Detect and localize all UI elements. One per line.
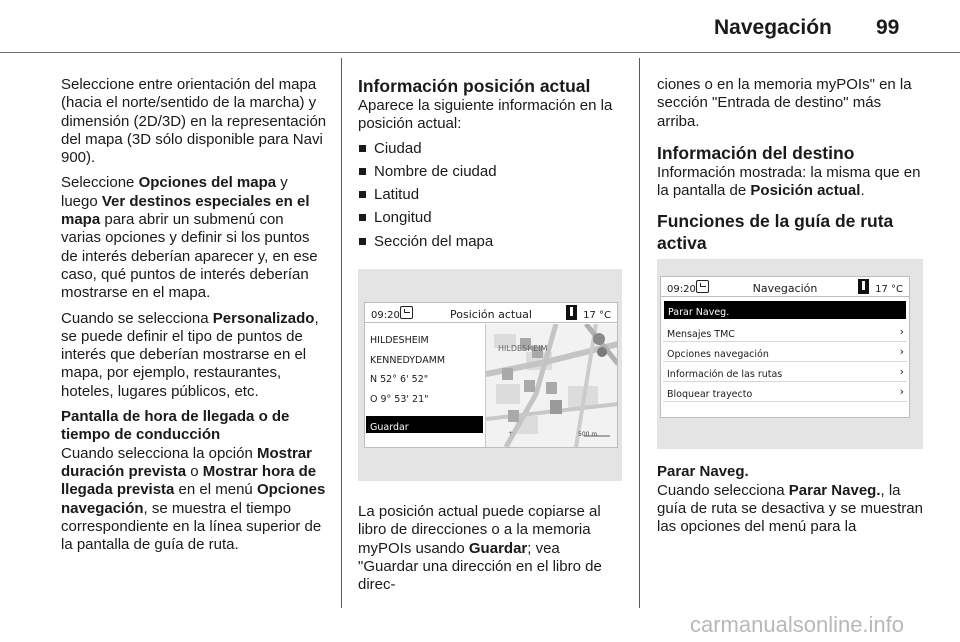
status-bar bbox=[661, 277, 909, 297]
paragraph-continuation: ciones o en la memoria myPOIs" en la sección "Entrada de destino" más arriba. bbox=[657, 76, 912, 130]
thermometer-icon bbox=[566, 305, 577, 320]
term-guardar: Guardar bbox=[468, 539, 528, 557]
chevron-right-icon: › bbox=[899, 365, 904, 379]
paragraph-position-intro: Aparece la siguiente información en la posición actual: bbox=[358, 97, 613, 133]
temperature: 17 °C bbox=[583, 310, 611, 322]
paragraph-save-position: La posición actual puede copiarse al libro de direcciones o a la memoria myPOIs usando Guardar; vea "Guardar una dirección en el libro de direc- bbox=[358, 503, 602, 594]
city-line: HILDESHEIM bbox=[370, 335, 429, 347]
section-title: Navegación bbox=[714, 16, 832, 39]
chevron-right-icon: › bbox=[899, 345, 904, 359]
navigation-menu-screenshot bbox=[657, 259, 923, 449]
temperature: 17 °C bbox=[875, 284, 903, 296]
watermark: carmanualsonline.info bbox=[690, 612, 905, 637]
column-2 bbox=[358, 76, 624, 602]
navigation-menu bbox=[661, 301, 909, 402]
map-section[interactable] bbox=[485, 324, 617, 447]
paragraph-personalizado: Cuando se selecciona Personalizado, se puede definir el tipo de puntos de interés que deberían mostrarse en el mapa, por ejemplo, restaurantes, hoteles, lugares públicos, etc. bbox=[61, 309, 319, 400]
map-scale: 500 m bbox=[578, 431, 598, 439]
menu-item-mensajes-tmc[interactable]: Mensajes TMC › bbox=[663, 322, 907, 342]
heading-current-position: Información posición actual bbox=[358, 76, 591, 96]
term-personalizado: Personalizado bbox=[212, 309, 315, 327]
term-parar-naveg: Parar Naveg. bbox=[788, 481, 881, 499]
clock-time: 09:20 bbox=[667, 284, 696, 296]
column-divider-2 bbox=[639, 58, 640, 608]
column-1 bbox=[61, 76, 327, 561]
position-details bbox=[370, 331, 445, 409]
map-city-label: HILDESHEIM bbox=[498, 344, 548, 354]
list-item: Latitud bbox=[358, 186, 624, 204]
screen-title: Navegación bbox=[752, 282, 818, 296]
menu-item-opciones-navegacion[interactable]: Opciones navegación › bbox=[663, 342, 907, 362]
position-info-list bbox=[358, 140, 624, 251]
menu-item-bloquear-trayecto[interactable]: Bloquear trayecto › bbox=[663, 382, 907, 402]
thermometer-icon bbox=[858, 279, 869, 294]
page-number: 99 bbox=[876, 16, 900, 39]
header-rule bbox=[0, 52, 960, 53]
page-header bbox=[0, 0, 960, 50]
term-posicion-actual: Posición actual bbox=[750, 182, 861, 200]
paragraph-orientation: Seleccione entre orientación del mapa (hacia el norte/sentido de la marcha) y dimensión (2D/3D) en la representación del mapa (3D sólo disponible para Navi 900). bbox=[61, 76, 327, 167]
list-item: Sección del mapa bbox=[358, 233, 624, 251]
list-item: Longitud bbox=[358, 209, 624, 227]
paragraph-map-options: Seleccione Opciones del mapa y luego Ver destinos especiales en el mapa para abrir un submenú con varias opciones y definir si los puntos de interés deberían aparecer y, en ese caso, qué puntos de interés deberían mostrarse en el mapa. bbox=[61, 174, 318, 302]
paragraph-stop-navigation: Cuando selecciona Parar Naveg., la guía de ruta se desactiva y se muestran las opciones del menú para la bbox=[657, 481, 923, 536]
subheading-arrival-time: Pantalla de hora de llegada o de tiempo de conducción bbox=[61, 408, 290, 444]
column-divider-1 bbox=[341, 58, 342, 608]
term-ver-destinos: Ver destinos especiales en el mapa bbox=[61, 192, 310, 229]
save-button[interactable]: Guardar bbox=[366, 416, 483, 433]
svg-text:+: + bbox=[508, 430, 514, 438]
menu-item-parar-naveg[interactable]: Parar Naveg. bbox=[664, 301, 906, 319]
paragraph-destination-info: Información mostrada: la misma que en la pantalla de Posición actual. bbox=[657, 163, 921, 200]
display-panel bbox=[364, 302, 618, 448]
display-panel bbox=[660, 276, 910, 418]
status-bar bbox=[365, 303, 617, 323]
chevron-right-icon: › bbox=[899, 385, 904, 399]
heading-route-guidance: Funciones de la guía de ruta activa bbox=[657, 211, 894, 254]
screen-title: Posición actual bbox=[450, 308, 532, 322]
clock-time: 09:20 bbox=[371, 310, 400, 322]
list-item: Ciudad bbox=[358, 140, 624, 158]
current-position-screenshot bbox=[358, 269, 622, 481]
longitude-line: O 9° 53' 21" bbox=[370, 393, 429, 405]
heading-destination-info: Información del destino bbox=[657, 142, 855, 163]
paragraph-arrival-time: Cuando selecciona la opción Mostrar duración prevista o Mostrar hora de llegada prevista en el menú Opciones navegación, se muestra el tiempo correspondiente en la línea superior de la pantalla de guía de ruta. bbox=[61, 444, 326, 554]
subheading-stop-navigation: Parar Naveg. bbox=[657, 463, 749, 481]
column-3 bbox=[657, 76, 923, 544]
menu-item-informacion-rutas[interactable]: Información de las rutas › bbox=[663, 362, 907, 382]
chevron-right-icon: › bbox=[899, 325, 904, 339]
street-line: KENNEDYDAMM bbox=[370, 354, 446, 366]
term-opciones-mapa: Opciones del mapa bbox=[138, 174, 277, 192]
list-item: Nombre de ciudad bbox=[358, 163, 624, 181]
latitude-line: N 52° 6' 52" bbox=[370, 374, 429, 386]
